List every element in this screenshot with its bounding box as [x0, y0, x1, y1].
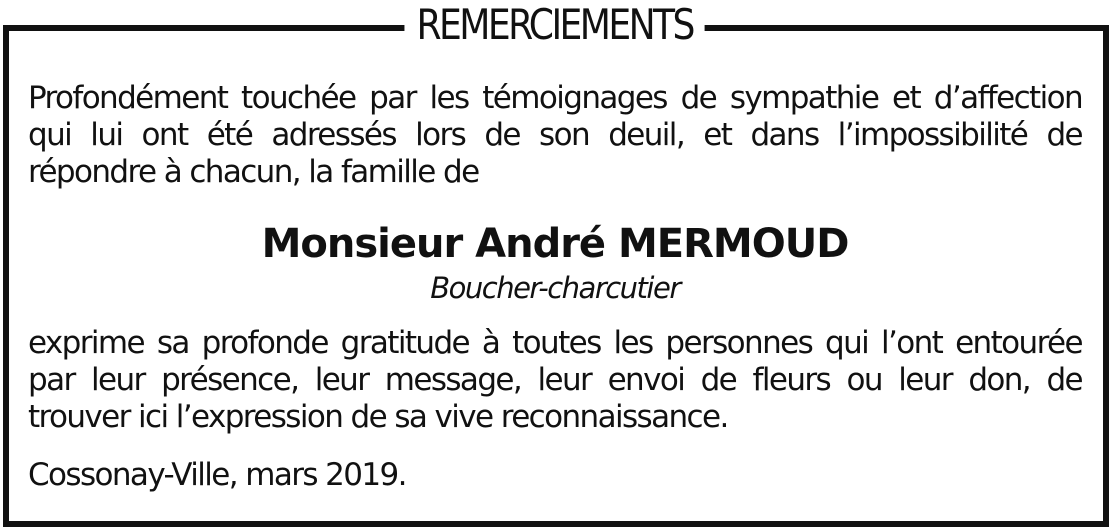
place-and-date: Cossonay-Ville, mars 2019. [28, 457, 406, 493]
notice-title-bar [0, 0, 1110, 56]
notice-title: REMERCIEMENTS [405, 0, 705, 50]
intro-paragraph: Profondément touchée par les témoignages de sympathie et d’affection qui lui ont été adressés lors de son deuil, et dans l’impossibilité de répondre à chacun, la famille de [28, 80, 1082, 190]
gratitude-paragraph: exprime sa profonde gratitude à toutes les personnes qui l’ont entourée par leur présence, leur message, leur envoi de fleurs ou leur don, de trouver ici l’expression de sa vive reconnaissance. [28, 325, 1082, 435]
deceased-name: Monsieur André MERMOUD [261, 221, 849, 267]
deceased-profession: Boucher-charcutier [430, 271, 680, 305]
